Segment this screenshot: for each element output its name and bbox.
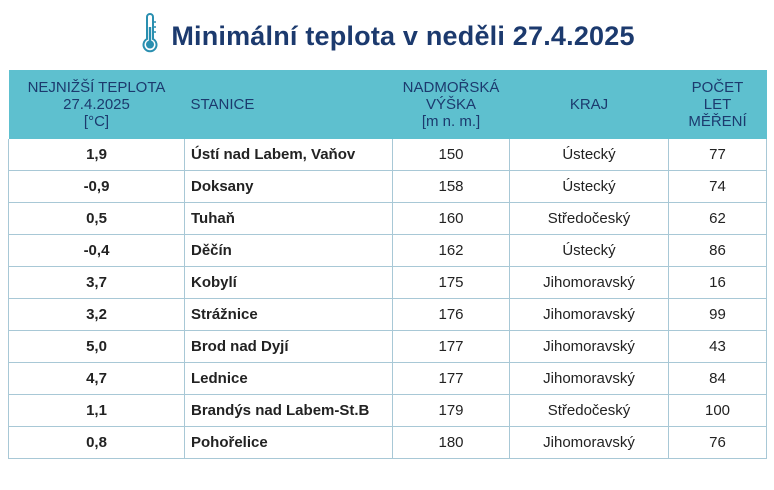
temperature-cell: 4,7	[9, 363, 185, 395]
header-temperature-line: 27.4.2025	[63, 96, 130, 113]
temperature-cell: 0,8	[9, 427, 185, 459]
header-altitude-line: NADMOŘSKÁ	[402, 79, 500, 96]
header-temperature-line: [°C]	[83, 113, 110, 130]
altitude-cell: 179	[393, 395, 510, 427]
altitude-cell: 177	[393, 363, 510, 395]
station-cell: Pohořelice	[185, 427, 393, 459]
station-cell: Strážnice	[185, 299, 393, 331]
region-cell: Ústecký	[510, 139, 669, 171]
years-cell: 62	[669, 203, 767, 235]
header-years-line: MĚŘENÍ	[688, 113, 747, 130]
table-row	[9, 427, 767, 459]
years-cell: 43	[669, 331, 767, 363]
thermometer-icon	[139, 13, 161, 53]
station-cell: Brandýs nad Labem-St.B	[185, 395, 393, 427]
temperature-cell: -0,9	[9, 171, 185, 203]
header-altitude-line: [m n. m.]	[421, 113, 481, 130]
table-row	[9, 331, 767, 363]
temperature-cell: 3,2	[9, 299, 185, 331]
temperature-cell: 1,9	[9, 139, 185, 171]
header-temperature-line: NEJNIŽŠÍ TEPLOTA	[27, 79, 166, 96]
header-years-line: LET	[703, 96, 732, 113]
region-cell: Jihomoravský	[510, 427, 669, 459]
header-years-line: POČET	[691, 79, 744, 96]
table-row	[9, 235, 767, 267]
table-row	[9, 363, 767, 395]
region-cell: Ústecký	[510, 235, 669, 267]
station-cell: Ústí nad Labem, Vaňov	[185, 139, 393, 171]
altitude-cell: 162	[393, 235, 510, 267]
temperature-cell: 1,1	[9, 395, 185, 427]
station-cell: Lednice	[185, 363, 393, 395]
region-cell: Středočeský	[510, 203, 669, 235]
header-years	[669, 70, 767, 139]
station-cell: Děčín	[185, 235, 393, 267]
years-cell: 100	[669, 395, 767, 427]
station-cell: Tuhaň	[185, 203, 393, 235]
table-row	[9, 395, 767, 427]
years-cell: 86	[669, 235, 767, 267]
table-row	[9, 299, 767, 331]
header-altitude-line: VÝŠKA	[425, 96, 477, 113]
altitude-cell: 177	[393, 331, 510, 363]
temperature-cell: 5,0	[9, 331, 185, 363]
temperature-cell: -0,4	[9, 235, 185, 267]
region-cell: Středočeský	[510, 395, 669, 427]
station-cell: Doksany	[185, 171, 393, 203]
station-cell: Kobylí	[185, 267, 393, 299]
header-row	[9, 70, 767, 139]
header-altitude	[393, 70, 510, 139]
table-row	[9, 139, 767, 171]
altitude-cell: 158	[393, 171, 510, 203]
years-cell: 16	[669, 267, 767, 299]
header-temperature	[9, 70, 185, 139]
page-title: Minimální teplota v neděli 27.4.2025	[171, 20, 635, 51]
station-cell: Brod nad Dyjí	[185, 331, 393, 363]
altitude-cell: 175	[393, 267, 510, 299]
title-bar	[0, 0, 774, 70]
years-cell: 74	[669, 171, 767, 203]
region-cell: Jihomoravský	[510, 267, 669, 299]
years-cell: 84	[669, 363, 767, 395]
header-region: KRAJ	[510, 70, 669, 139]
altitude-cell: 180	[393, 427, 510, 459]
region-cell: Ústecký	[510, 171, 669, 203]
region-cell: Jihomoravský	[510, 299, 669, 331]
altitude-cell: 160	[393, 203, 510, 235]
table-row	[9, 171, 767, 203]
altitude-cell: 150	[393, 139, 510, 171]
altitude-cell: 176	[393, 299, 510, 331]
table-row	[9, 203, 767, 235]
header-station: STANICE	[185, 70, 393, 139]
years-cell: 99	[669, 299, 767, 331]
years-cell: 76	[669, 427, 767, 459]
years-cell: 77	[669, 139, 767, 171]
temperature-cell: 0,5	[9, 203, 185, 235]
temperature-table	[8, 70, 767, 459]
region-cell: Jihomoravský	[510, 331, 669, 363]
table-row	[9, 267, 767, 299]
temperature-cell: 3,7	[9, 267, 185, 299]
region-cell: Jihomoravský	[510, 363, 669, 395]
